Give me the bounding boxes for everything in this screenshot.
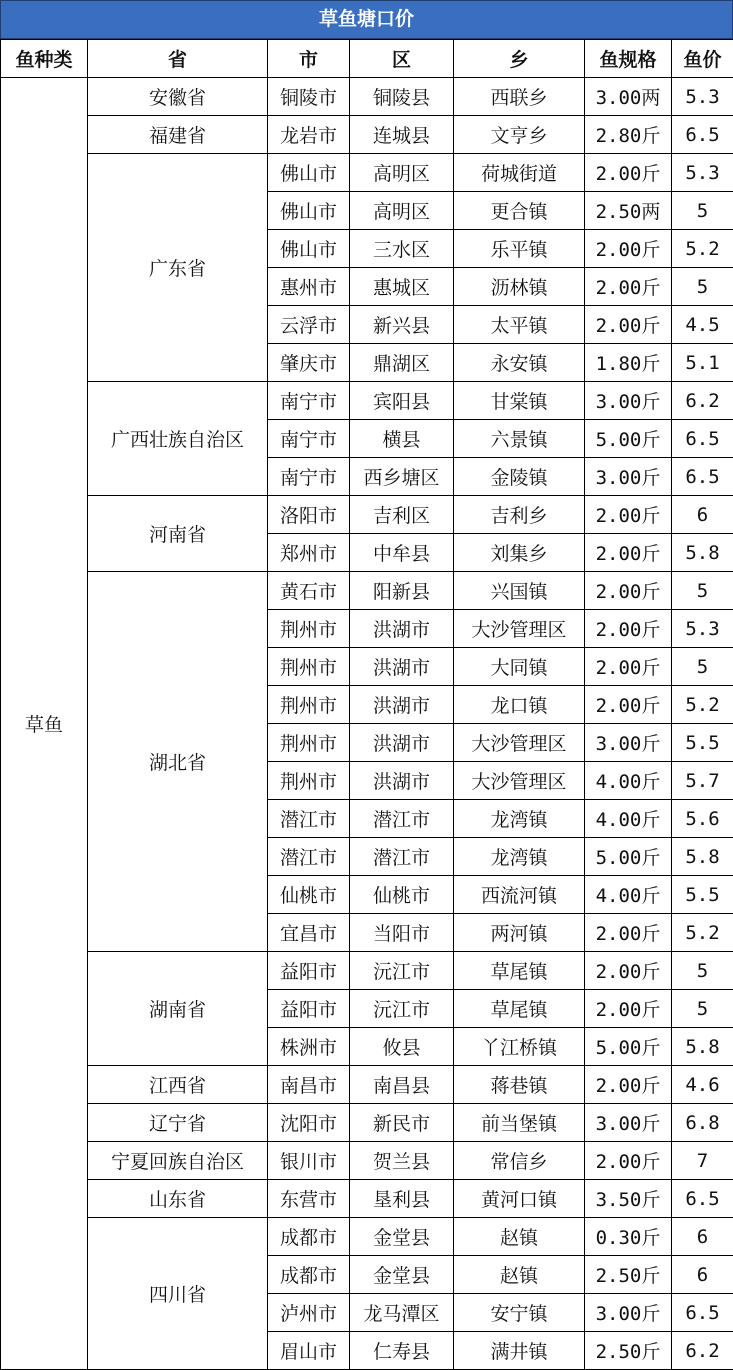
- table-row: [1, 1180, 733, 1218]
- table-cell-size: 2.80斤: [585, 116, 672, 154]
- table-cell-district: 鼎湖区: [350, 344, 454, 382]
- table-cell-city: 荆州市: [268, 762, 350, 800]
- table-cell-size: 2.00斤: [585, 914, 672, 952]
- table-cell-district: 垦利县: [350, 1180, 454, 1218]
- table-cell-price: 6.2: [672, 1332, 733, 1370]
- table-cell-city: 成都市: [268, 1218, 350, 1256]
- table-cell-city: 益阳市: [268, 990, 350, 1028]
- table-cell-price: 6: [672, 1218, 733, 1256]
- table-cell-price: 6: [672, 496, 733, 534]
- table-cell-city: 银川市: [268, 1142, 350, 1180]
- table-cell-price: 5.8: [672, 838, 733, 876]
- table-cell-township: 大沙管理区: [454, 762, 585, 800]
- table-cell-price: 5: [672, 952, 733, 990]
- table-cell-township: 文亨乡: [454, 116, 585, 154]
- table-cell-price: 5.8: [672, 1028, 733, 1066]
- table-cell-size: 2.00斤: [585, 952, 672, 990]
- table-cell-city: 东营市: [268, 1180, 350, 1218]
- header-fish-size: 鱼规格: [585, 40, 672, 78]
- province-cell: 安徽省: [88, 78, 268, 116]
- table-cell-township: 龙湾镇: [454, 838, 585, 876]
- table-cell-township: 安宁镇: [454, 1294, 585, 1332]
- table-cell-price: 5: [672, 648, 733, 686]
- table-cell-size: 3.00斤: [585, 1294, 672, 1332]
- table-cell-city: 佛山市: [268, 154, 350, 192]
- table-cell-district: 金堂县: [350, 1218, 454, 1256]
- table-cell-size: 5.00斤: [585, 838, 672, 876]
- table-cell-district: 宾阳县: [350, 382, 454, 420]
- province-cell: 山东省: [88, 1180, 268, 1218]
- table-cell-township: 西流河镇: [454, 876, 585, 914]
- table-cell-price: 5.5: [672, 724, 733, 762]
- table-cell-township: 西联乡: [454, 78, 585, 116]
- table-cell-city: 仙桃市: [268, 876, 350, 914]
- table-cell-district: 洪湖市: [350, 648, 454, 686]
- header-fish-type: 鱼种类: [1, 40, 88, 78]
- table-cell-size: 2.50斤: [585, 1332, 672, 1370]
- table-cell-district: 新兴县: [350, 306, 454, 344]
- table-cell-size: 2.00斤: [585, 686, 672, 724]
- table-cell-size: 2.00斤: [585, 1142, 672, 1180]
- header-township: 乡: [454, 40, 585, 78]
- table-cell-district: 中牟县: [350, 534, 454, 572]
- table-cell-city: 宜昌市: [268, 914, 350, 952]
- table-cell-size: 2.00斤: [585, 496, 672, 534]
- table-cell-price: 6.5: [672, 458, 733, 496]
- table-cell-township: 龙湾镇: [454, 800, 585, 838]
- table-cell-city: 铜陵市: [268, 78, 350, 116]
- table-cell-city: 惠州市: [268, 268, 350, 306]
- table-cell-township: 吉利乡: [454, 496, 585, 534]
- table-cell-district: 贺兰县: [350, 1142, 454, 1180]
- table-row: [1, 78, 733, 116]
- header-province: 省: [88, 40, 268, 78]
- table-cell-township: 太平镇: [454, 306, 585, 344]
- table-cell-price: 6: [672, 1256, 733, 1294]
- table-cell-price: 4.6: [672, 1066, 733, 1104]
- table-cell-district: 惠城区: [350, 268, 454, 306]
- table-cell-price: 5: [672, 192, 733, 230]
- table-cell-price: 5.8: [672, 534, 733, 572]
- table-cell-price: 5: [672, 268, 733, 306]
- table-cell-district: 三水区: [350, 230, 454, 268]
- table-cell-size: 4.00斤: [585, 800, 672, 838]
- table-cell-district: 连城县: [350, 116, 454, 154]
- table-cell-district: 阳新县: [350, 572, 454, 610]
- table-cell-city: 佛山市: [268, 230, 350, 268]
- table-cell-size: 1.80斤: [585, 344, 672, 382]
- table-row: [1, 116, 733, 154]
- table-cell-district: 潜江市: [350, 800, 454, 838]
- province-cell: 广东省: [88, 154, 268, 382]
- header-row: [1, 40, 733, 78]
- table-cell-size: 3.00斤: [585, 724, 672, 762]
- table-cell-district: 洪湖市: [350, 686, 454, 724]
- table-cell-city: 沈阳市: [268, 1104, 350, 1142]
- table-cell-city: 眉山市: [268, 1332, 350, 1370]
- table-cell-township: 金陵镇: [454, 458, 585, 496]
- table-cell-district: 龙马潭区: [350, 1294, 454, 1332]
- table-cell-city: 成都市: [268, 1256, 350, 1294]
- table-cell-district: 洪湖市: [350, 610, 454, 648]
- table-cell-size: 2.00斤: [585, 990, 672, 1028]
- table-cell-township: 大沙管理区: [454, 724, 585, 762]
- table-cell-township: 永安镇: [454, 344, 585, 382]
- table-cell-district: 沅江市: [350, 952, 454, 990]
- table-cell-township: 两河镇: [454, 914, 585, 952]
- table-cell-price: 5.3: [672, 610, 733, 648]
- table-row: [1, 154, 733, 192]
- table-cell-city: 南宁市: [268, 382, 350, 420]
- province-cell: 福建省: [88, 116, 268, 154]
- table-cell-district: 新民市: [350, 1104, 454, 1142]
- table-cell-city: 荆州市: [268, 648, 350, 686]
- fish-type-cell: 草鱼: [1, 78, 88, 1370]
- table-cell-city: 泸州市: [268, 1294, 350, 1332]
- table-row: [1, 496, 733, 534]
- table-cell-price: 7: [672, 1142, 733, 1180]
- table-cell-city: 荆州市: [268, 610, 350, 648]
- table-cell-price: 5.7: [672, 762, 733, 800]
- table-cell-city: 潜江市: [268, 800, 350, 838]
- table-cell-city: 佛山市: [268, 192, 350, 230]
- table-cell-township: 荷城街道: [454, 154, 585, 192]
- table-cell-size: 5.00斤: [585, 420, 672, 458]
- table-cell-township: 前当堡镇: [454, 1104, 585, 1142]
- table-cell-size: 3.00两: [585, 78, 672, 116]
- table-cell-size: 3.00斤: [585, 382, 672, 420]
- province-cell: 河南省: [88, 496, 268, 572]
- table-cell-price: 6.5: [672, 1294, 733, 1332]
- table-cell-township: 常信乡: [454, 1142, 585, 1180]
- table-cell-price: 6.5: [672, 116, 733, 154]
- table-cell-district: 攸县: [350, 1028, 454, 1066]
- table-cell-district: 洪湖市: [350, 762, 454, 800]
- table-cell-price: 5.3: [672, 78, 733, 116]
- table-body: [1, 78, 733, 1370]
- province-cell: 江西省: [88, 1066, 268, 1104]
- table-cell-size: 2.50两: [585, 192, 672, 230]
- table-cell-township: 满井镇: [454, 1332, 585, 1370]
- table-cell-township: 刘集乡: [454, 534, 585, 572]
- table-cell-size: 3.50斤: [585, 1180, 672, 1218]
- table-cell-price: 5.3: [672, 154, 733, 192]
- table-cell-district: 高明区: [350, 192, 454, 230]
- table-row: [1, 1104, 733, 1142]
- table-cell-price: 6.5: [672, 1180, 733, 1218]
- table-cell-city: 荆州市: [268, 724, 350, 762]
- table-cell-district: 铜陵县: [350, 78, 454, 116]
- table-cell-city: 株洲市: [268, 1028, 350, 1066]
- table-cell-size: 3.00斤: [585, 458, 672, 496]
- table-cell-township: 兴国镇: [454, 572, 585, 610]
- table-cell-township: 草尾镇: [454, 952, 585, 990]
- table-cell-city: 郑州市: [268, 534, 350, 572]
- table-cell-price: 5: [672, 572, 733, 610]
- table-cell-price: 5.2: [672, 914, 733, 952]
- table-cell-district: 高明区: [350, 154, 454, 192]
- table-cell-township: 黄河口镇: [454, 1180, 585, 1218]
- table-cell-city: 南宁市: [268, 458, 350, 496]
- table-row: [1, 382, 733, 420]
- table-cell-city: 洛阳市: [268, 496, 350, 534]
- table-cell-size: 2.00斤: [585, 154, 672, 192]
- header-city: 市: [268, 40, 350, 78]
- table-cell-township: 赵镇: [454, 1256, 585, 1294]
- table-cell-district: 仁寿县: [350, 1332, 454, 1370]
- table-cell-township: 蒋巷镇: [454, 1066, 585, 1104]
- table-cell-township: 赵镇: [454, 1218, 585, 1256]
- table-cell-district: 南昌县: [350, 1066, 454, 1104]
- table-cell-township: 大同镇: [454, 648, 585, 686]
- table-cell-city: 南宁市: [268, 420, 350, 458]
- table-title: 草鱼塘口价: [0, 0, 733, 39]
- table-cell-city: 黄石市: [268, 572, 350, 610]
- table-cell-city: 潜江市: [268, 838, 350, 876]
- table-cell-township: 龙口镇: [454, 686, 585, 724]
- table-cell-size: 0.30斤: [585, 1218, 672, 1256]
- province-cell: 广西壮族自治区: [88, 382, 268, 496]
- table-cell-size: 2.00斤: [585, 534, 672, 572]
- table-cell-price: 5.5: [672, 876, 733, 914]
- table-cell-district: 当阳市: [350, 914, 454, 952]
- table-cell-size: 2.00斤: [585, 572, 672, 610]
- table-cell-size: 2.00斤: [585, 648, 672, 686]
- header-fish-price: 鱼价: [672, 40, 733, 78]
- table-cell-district: 潜江市: [350, 838, 454, 876]
- table-cell-township: 六景镇: [454, 420, 585, 458]
- table-row: [1, 952, 733, 990]
- province-cell: 宁夏回族自治区: [88, 1142, 268, 1180]
- table-cell-size: 4.00斤: [585, 876, 672, 914]
- table-cell-size: 2.00斤: [585, 1066, 672, 1104]
- table-cell-size: 2.00斤: [585, 610, 672, 648]
- province-cell: 四川省: [88, 1218, 268, 1370]
- table-cell-price: 6.8: [672, 1104, 733, 1142]
- table-cell-township: 更合镇: [454, 192, 585, 230]
- table-cell-district: 仙桃市: [350, 876, 454, 914]
- table-cell-city: 云浮市: [268, 306, 350, 344]
- table-cell-district: 金堂县: [350, 1256, 454, 1294]
- table-cell-size: 3.00斤: [585, 1104, 672, 1142]
- table-cell-size: 2.00斤: [585, 306, 672, 344]
- table-cell-size: 2.00斤: [585, 268, 672, 306]
- table-row: [1, 1218, 733, 1256]
- table-cell-price: 6.2: [672, 382, 733, 420]
- province-cell: 湖北省: [88, 572, 268, 952]
- table-cell-price: 5.1: [672, 344, 733, 382]
- table-cell-district: 沅江市: [350, 990, 454, 1028]
- table-cell-township: 丫江桥镇: [454, 1028, 585, 1066]
- table-row: [1, 1066, 733, 1104]
- province-cell: 辽宁省: [88, 1104, 268, 1142]
- table-cell-township: 草尾镇: [454, 990, 585, 1028]
- table-cell-price: 4.5: [672, 306, 733, 344]
- table-cell-size: 5.00斤: [585, 1028, 672, 1066]
- table-cell-price: 5.2: [672, 230, 733, 268]
- table-cell-district: 洪湖市: [350, 724, 454, 762]
- table-cell-township: 大沙管理区: [454, 610, 585, 648]
- table-row: [1, 1142, 733, 1180]
- table-cell-city: 荆州市: [268, 686, 350, 724]
- table-cell-size: 4.00斤: [585, 762, 672, 800]
- table-cell-township: 甘棠镇: [454, 382, 585, 420]
- table-cell-size: 2.50斤: [585, 1256, 672, 1294]
- table-cell-district: 横县: [350, 420, 454, 458]
- table-cell-city: 龙岩市: [268, 116, 350, 154]
- table-cell-price: 5.6: [672, 800, 733, 838]
- table-cell-township: 沥林镇: [454, 268, 585, 306]
- table-cell-district: 西乡塘区: [350, 458, 454, 496]
- price-table: [0, 39, 733, 1370]
- table-cell-city: 益阳市: [268, 952, 350, 990]
- table-row: [1, 572, 733, 610]
- table-cell-price: 5: [672, 990, 733, 1028]
- table-cell-township: 乐平镇: [454, 230, 585, 268]
- table-cell-district: 吉利区: [350, 496, 454, 534]
- table-cell-city: 南昌市: [268, 1066, 350, 1104]
- province-cell: 湖南省: [88, 952, 268, 1066]
- header-district: 区: [350, 40, 454, 78]
- table-cell-price: 5.2: [672, 686, 733, 724]
- table-cell-city: 肇庆市: [268, 344, 350, 382]
- table-cell-size: 2.00斤: [585, 230, 672, 268]
- table-cell-price: 6.5: [672, 420, 733, 458]
